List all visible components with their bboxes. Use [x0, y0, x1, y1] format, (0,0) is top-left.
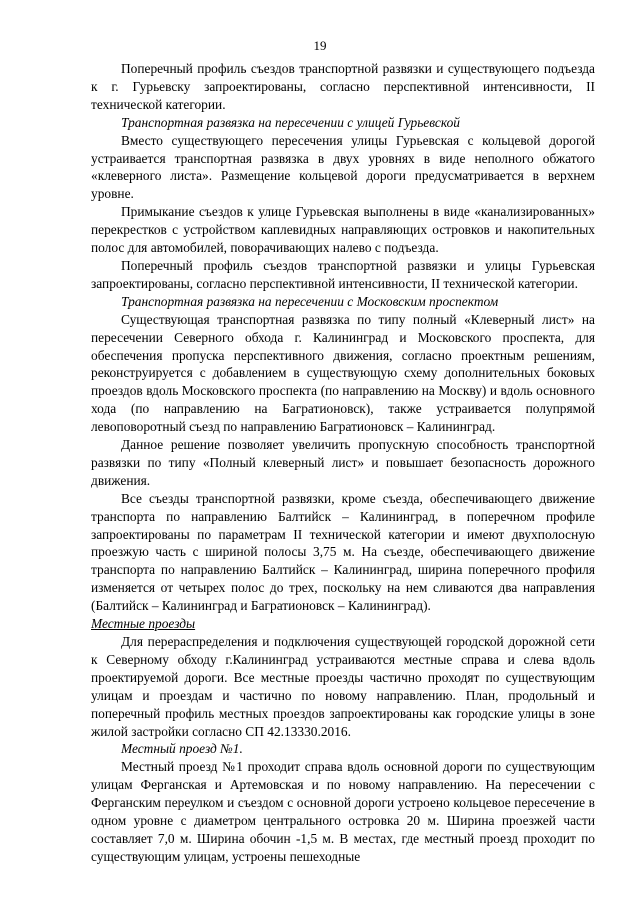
- heading-local-roads: Местные проезды: [91, 616, 196, 632]
- heading-gurievskaya-interchange: Транспортная развязка на пересечении с улицей Гурьевской: [121, 114, 460, 130]
- paragraph: Вместо существующего пересечения улицы Гурьевская с кольцевой дорогой устраивается транспортная развязка в двух уровнях в виде неполного обжатого «клеверного листа». Размещение кольцевой дороги предусматривается в верхнем уровне.: [91, 132, 595, 202]
- paragraph: Для перераспределения и подключения существующей городской дорожной сети к Северному обходу г.Калининград устраиваются местные справа и слева вдоль проектируемой дороги. Все местные проезды частично проходят по существующим улицам и проездам и частично по новому направлению. План, продольный и поперечный профиль местных проездов запроектированы как городские улицы в зоне жилой застройки согласно СП 42.13330.2016.: [91, 634, 595, 739]
- paragraph: Местный проезд №1 проходит справа вдоль основной дороги по существующим улицам Ферганская и Артемовская и по новому направлению. На пересечении с Ферганским переулком и съездом с основной дороги устроено кольцевое пересечение в одном уровне с диаметром центрального островка 20 м. Ширина проезжей части составляет 7,0 м. Ширина обочин -1,5 м. В местах, где местный проезд проходит по существующим улицам, устроены пешеходные: [91, 759, 595, 864]
- paragraph: Примыкание съездов к улице Гурьевская выполнены в виде «канализированных» перекрестков с устройством каплевидных направляющих островков и накопительных полос для автомобилей, поворачивающих налево с подъезда.: [91, 204, 595, 256]
- paragraph: Данное решение позволяет увеличить пропускную способность транспортной развязки по типу «Полный клеверный лист» и повышает безопасность дорожного движения.: [91, 437, 595, 488]
- heading-moskovsky-interchange: Транспортная развязка на пересечении с Московским проспектом: [121, 293, 499, 309]
- paragraph: Поперечный профиль съездов транспортной развязки и улицы Гурьевская запроектированы, согласно перспективной интенсивности, II технической категории.: [91, 257, 595, 291]
- paragraph: Все съезды транспортной развязки, кроме съезда, обеспечивающего движение транспорта по направлению Балтийск – Калининград, в поперечном профиле запроектированы по параметрам II технической категории и имеют двухполосную проезжую часть с шириной полосы 3,75 м. На съезде, обеспечивающего движение транспорта по направлению Балтийск – Калининград, ширина поперечного профиля изменяется от четырех полос до трех, поскольку на нем сливаются два направления (Балтийск – Калининград и Багратионовск – Калининград).: [91, 490, 595, 614]
- paragraph-intro: Поперечный профиль съездов транспортной развязки и существующего подъезда к г. Гурьевску запроектированы, согласно перспективной интенсивности, II технической категории.: [91, 61, 595, 112]
- page-body: [91, 60, 595, 866]
- paragraph: Существующая транспортная развязка по типу полный «Клеверный лист» на пересечении Северного обхода г. Калининград и Московского проспекта, для обеспечения пропуска перспективного движения, согласно проектным решениям, реконструируется с добавлением в существующую схему дополнительных боковых проездов вдоль Московского проспекта (по направлению на Москву) и вдоль основного хода (по направлению на Багратионовск), также устраивается полупрямой левоповоротный съезд по направлению Багратионовск – Калининград.: [91, 311, 595, 435]
- heading-local-road-1: Местный проезд №1.: [121, 741, 243, 757]
- page-number: 19: [313, 38, 327, 53]
